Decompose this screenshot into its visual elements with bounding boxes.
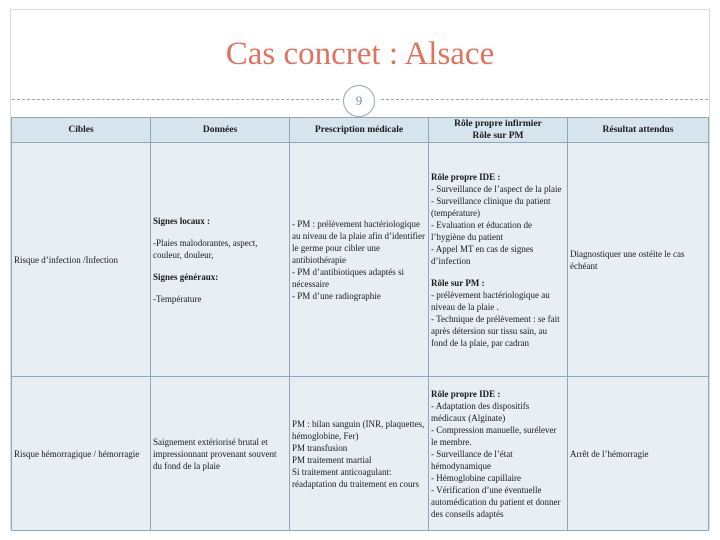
spacer <box>153 283 287 293</box>
title-divider-left <box>12 99 339 100</box>
prescription-item: PM traitement martial <box>292 454 372 465</box>
prescription-item: PM transfusion <box>292 442 348 453</box>
table-row-hemorragie <box>12 377 709 531</box>
donnees-heading-local: Signes locaux : <box>153 215 211 226</box>
cell-prescription <box>290 143 429 377</box>
cell-donnees <box>151 143 290 377</box>
role-item: - Hémoglobine capillaire <box>431 472 521 483</box>
care-plan-table <box>11 117 709 531</box>
page-number-badge: 9 <box>343 85 375 117</box>
role-item: - Surveillance clinique du patient (température) <box>431 195 551 218</box>
header-role-line2: Rôle sur PM <box>472 131 524 141</box>
prescription-item: - PM d’une radiographie <box>292 290 381 301</box>
role-heading-ide: Rôle propre IDE : <box>431 171 501 182</box>
prescription-item: Si traitement anticoagulant: réadaptation du traitement en cours <box>292 466 419 489</box>
cell-role <box>429 143 568 377</box>
header-resultat: Résultat attendus <box>568 118 709 143</box>
role-item: - Evaluation et éducation de l’hygiène du patient <box>431 219 532 242</box>
cell-prescription <box>290 377 429 531</box>
role-item: - Surveillance de l’aspect de la plaie <box>431 183 562 194</box>
header-role <box>429 118 568 143</box>
header-donnees: Données <box>151 118 290 143</box>
header-cibles: Cibles <box>12 118 151 143</box>
prescription-item: - PM d’antibiotiques adaptés si nécessaire <box>292 266 404 289</box>
role-heading-ide: Rôle propre IDE : <box>431 388 501 399</box>
spacer <box>431 267 565 277</box>
role-item: - Adaptation des dispositifs médicaux (Alginate) <box>431 400 530 423</box>
role-item: - Surveillance de l’état hémodynamique <box>431 448 513 471</box>
prescription-item: - PM : prélèvement bactériologique au niveau de la plaie afin d’identifier le germe pour cibler une antibiothérapie <box>292 218 425 265</box>
care-plan-table-wrapper <box>11 117 708 531</box>
header-role-line1: Rôle propre infirmier <box>454 119 542 129</box>
role-item: - Compression manuelle, surélever le membre. <box>431 424 557 447</box>
table-row-infection <box>12 143 709 377</box>
role-item: - Vérification d’une éventuelle automédication du patient et donner des conseils adaptés <box>431 484 561 519</box>
cell-resultat: Diagnostiquer une ostéite le cas échéant <box>568 143 709 377</box>
donnees-heading-general: Signes généraux: <box>153 271 219 282</box>
role-item: - Appel MT en cas de signes d’infection <box>431 243 534 266</box>
spacer <box>153 261 287 271</box>
cell-donnees: Saignement extériorisé brutal et impressionnant provenant souvent du fond de la plaie <box>151 377 290 531</box>
prescription-item: PM : bilan sanguin (INR, plaquettes, hémoglobine, Fer) <box>292 418 425 441</box>
slide-title: Cas concret : Alsace <box>225 36 495 72</box>
role-item: - prélèvement bactériologique au niveau de la plaie . <box>431 289 550 312</box>
cell-role <box>429 377 568 531</box>
role-heading-pm: Rôle sur PM : <box>431 277 485 288</box>
cell-resultat: Arrêt de l’hémorragie <box>568 377 709 531</box>
table-header-row <box>12 118 709 143</box>
cell-cible: Risque hémorragique / hémorragie <box>12 377 151 531</box>
header-prescription: Prescription médicale <box>290 118 429 143</box>
donnees-text-general: -Température <box>153 293 202 304</box>
cell-cible: Risque d’infection /Infection <box>12 143 151 377</box>
donnees-text-local: -Plaies malodorantes, aspect, couleur, douleur, <box>153 237 258 260</box>
title-divider-right <box>381 99 708 100</box>
role-item: - Technique de prélèvement : se fait après détersion sur tissu sain, au fond de la plaie, par cadran <box>431 313 560 348</box>
spacer <box>153 227 287 237</box>
